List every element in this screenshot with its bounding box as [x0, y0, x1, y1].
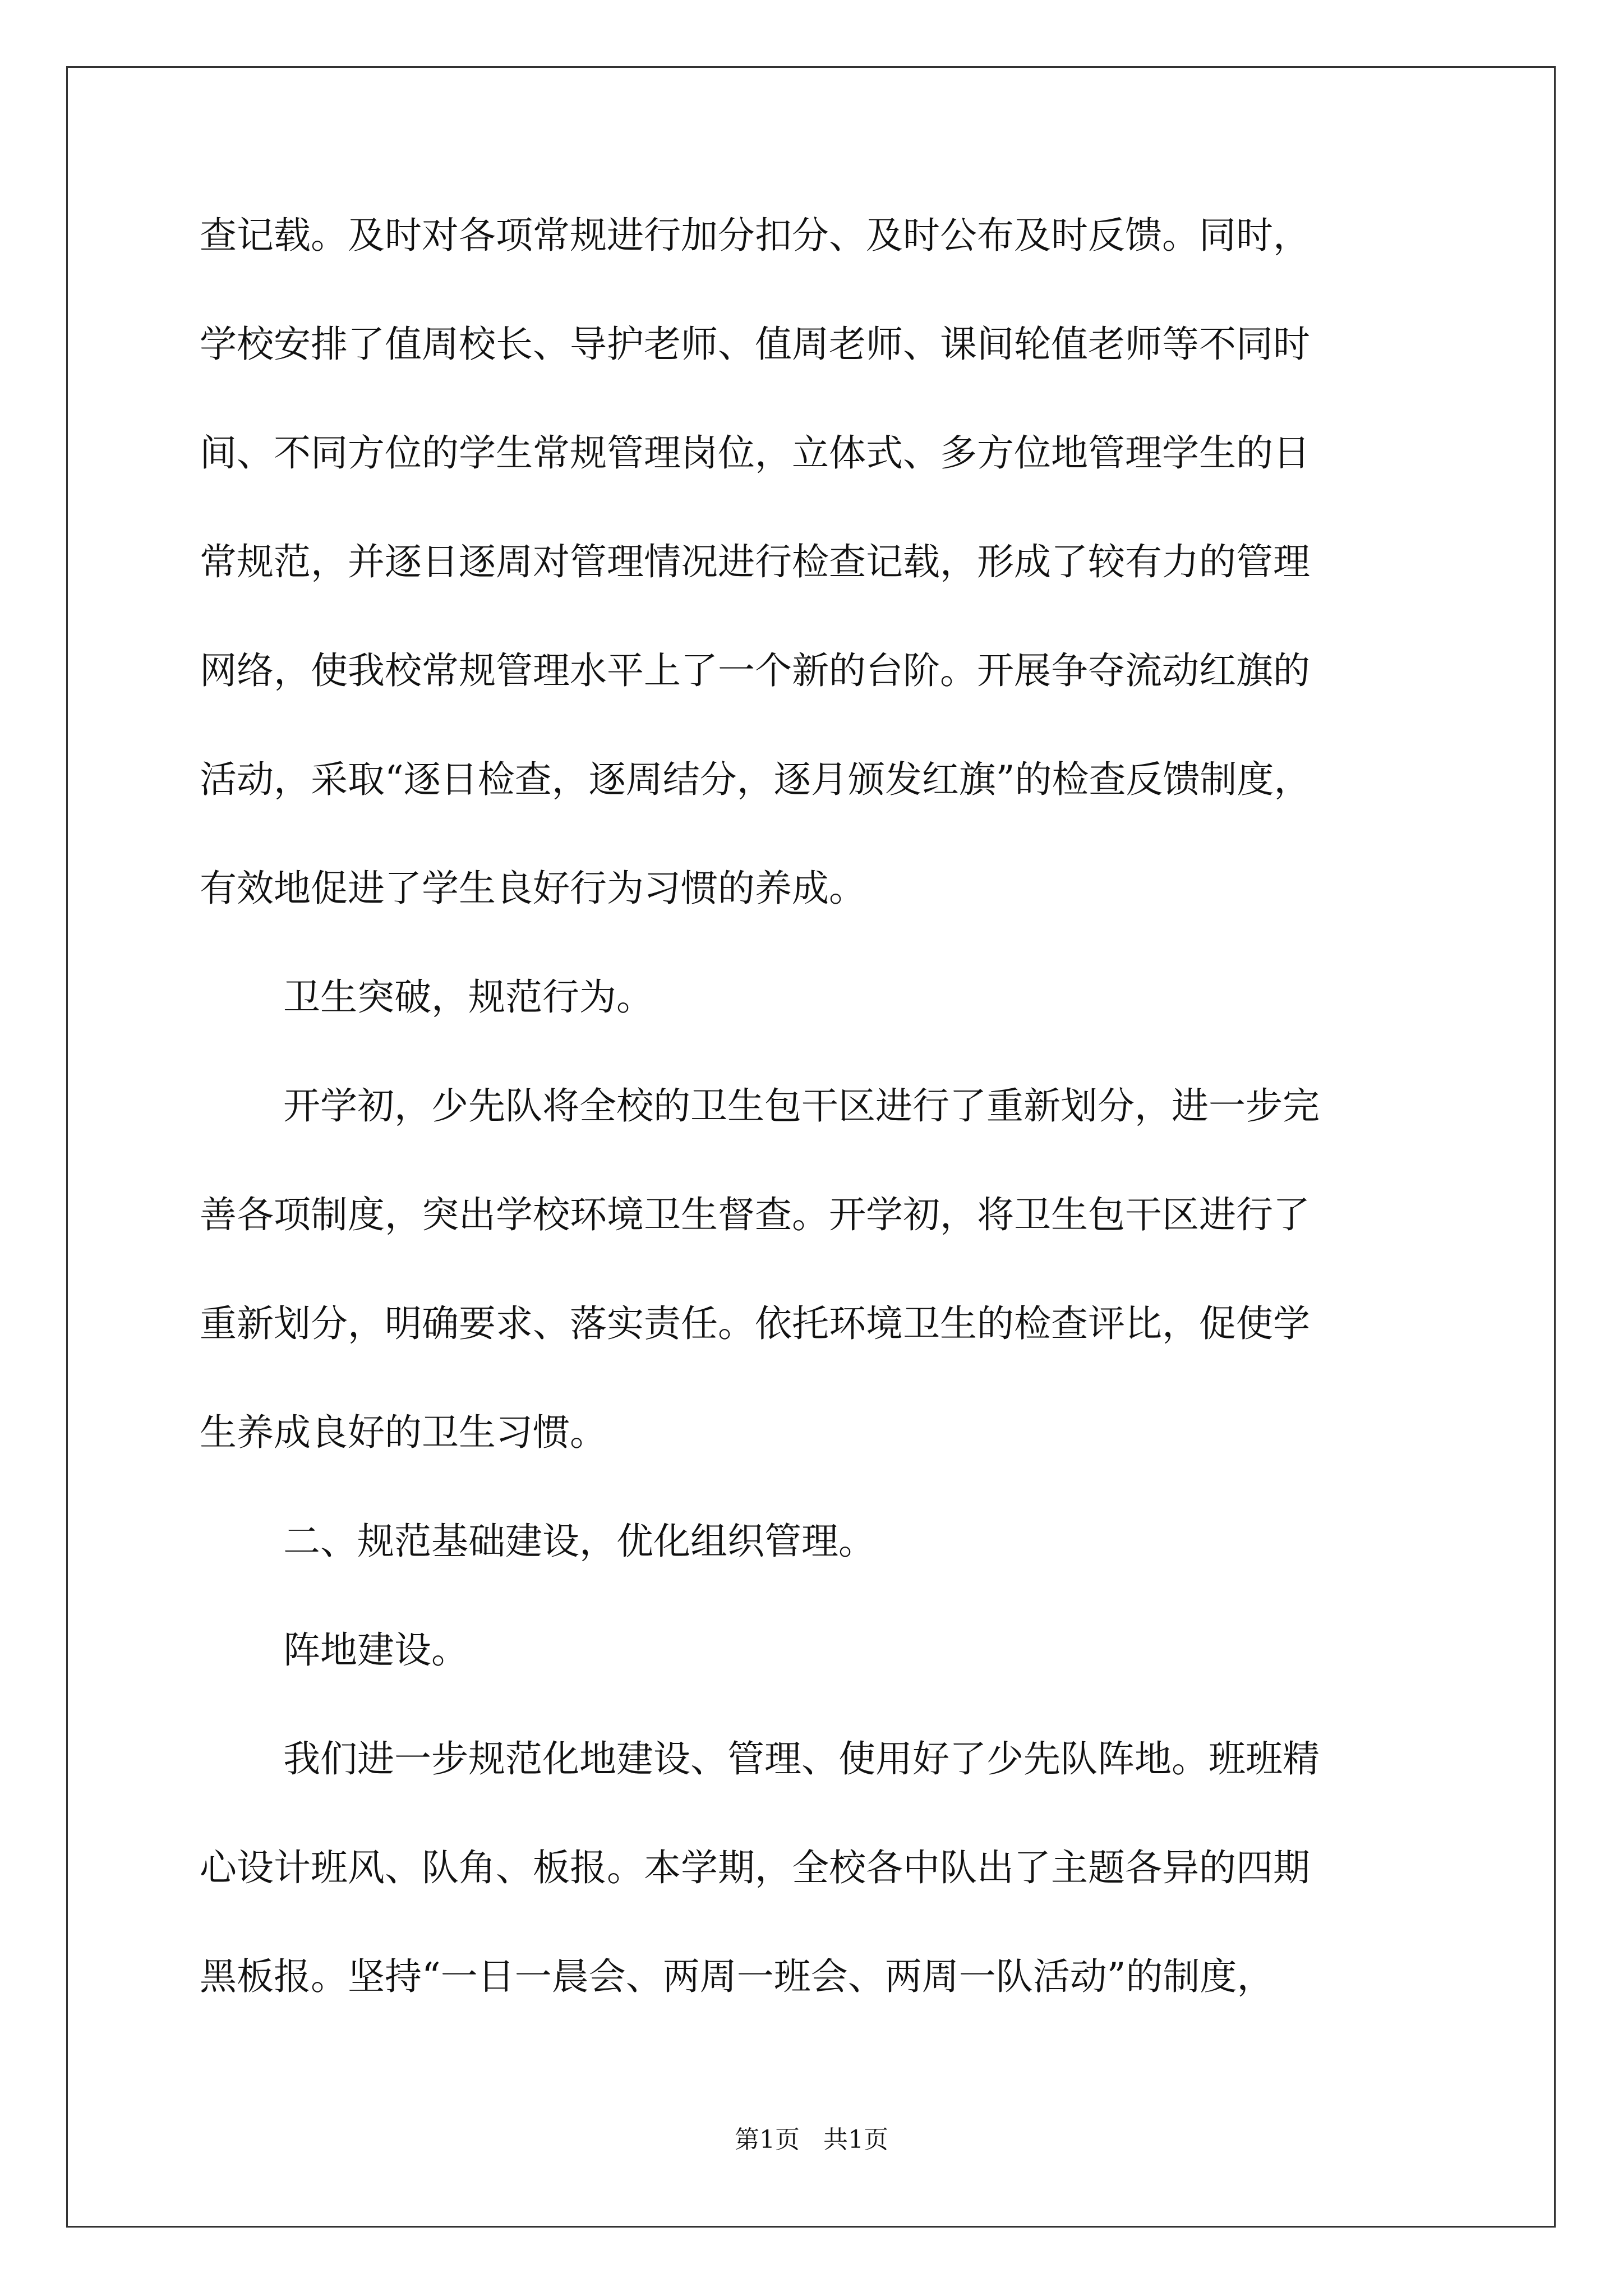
- section-heading: 卫生突破，规范行为。: [283, 976, 653, 1019]
- body-line: 查记载。及时对各项常规进行加分扣分、及时公布及时反馈。同时，: [200, 214, 1310, 257]
- page-border: [66, 66, 1556, 2228]
- section-heading: 二、规范基础建设，优化组织管理。: [283, 1520, 875, 1563]
- body-line: 活动，采取“逐日检查，逐周结分，逐月颁发红旗”的检查反馈制度，: [200, 758, 1311, 801]
- body-line: 学校安排了值周校长、导护老师、值周老师、课间轮值老师等不同时: [200, 323, 1310, 366]
- body-line: 网络，使我校常规管理水平上了一个新的台阶。开展争夺流动红旗的: [200, 649, 1310, 692]
- page-number-footer: 第1页 共1页: [735, 2125, 888, 2154]
- body-line: 重新划分，明确要求、落实责任。依托环境卫生的检查评比，促使学: [200, 1302, 1310, 1345]
- body-line: 我们进一步规范化地建设、管理、使用好了少先队阵地。班班精: [283, 1737, 1320, 1780]
- body-line: 生养成良好的卫生习惯。: [200, 1411, 607, 1454]
- body-line: 黑板报。坚持“一日一晨会、两周一班会、两周一队活动”的制度，: [200, 1955, 1274, 1998]
- body-line: 心设计班风、队角、板报。本学期，全校各中队出了主题各异的四期: [200, 1846, 1310, 1889]
- body-line: 开学初，少先队将全校的卫生包干区进行了重新划分，进一步完: [283, 1084, 1320, 1128]
- section-heading: 阵地建设。: [283, 1628, 468, 1672]
- body-line: 善各项制度，突出学校环境卫生督查。开学初，将卫生包干区进行了: [200, 1193, 1310, 1236]
- body-line: 常规范，并逐日逐周对管理情况进行检查记载，形成了较有力的管理: [200, 540, 1310, 583]
- body-line: 有效地促进了学生良好行为习惯的养成。: [200, 867, 866, 910]
- body-line: 间、不同方位的学生常规管理岗位，立体式、多方位地管理学生的日: [200, 431, 1310, 475]
